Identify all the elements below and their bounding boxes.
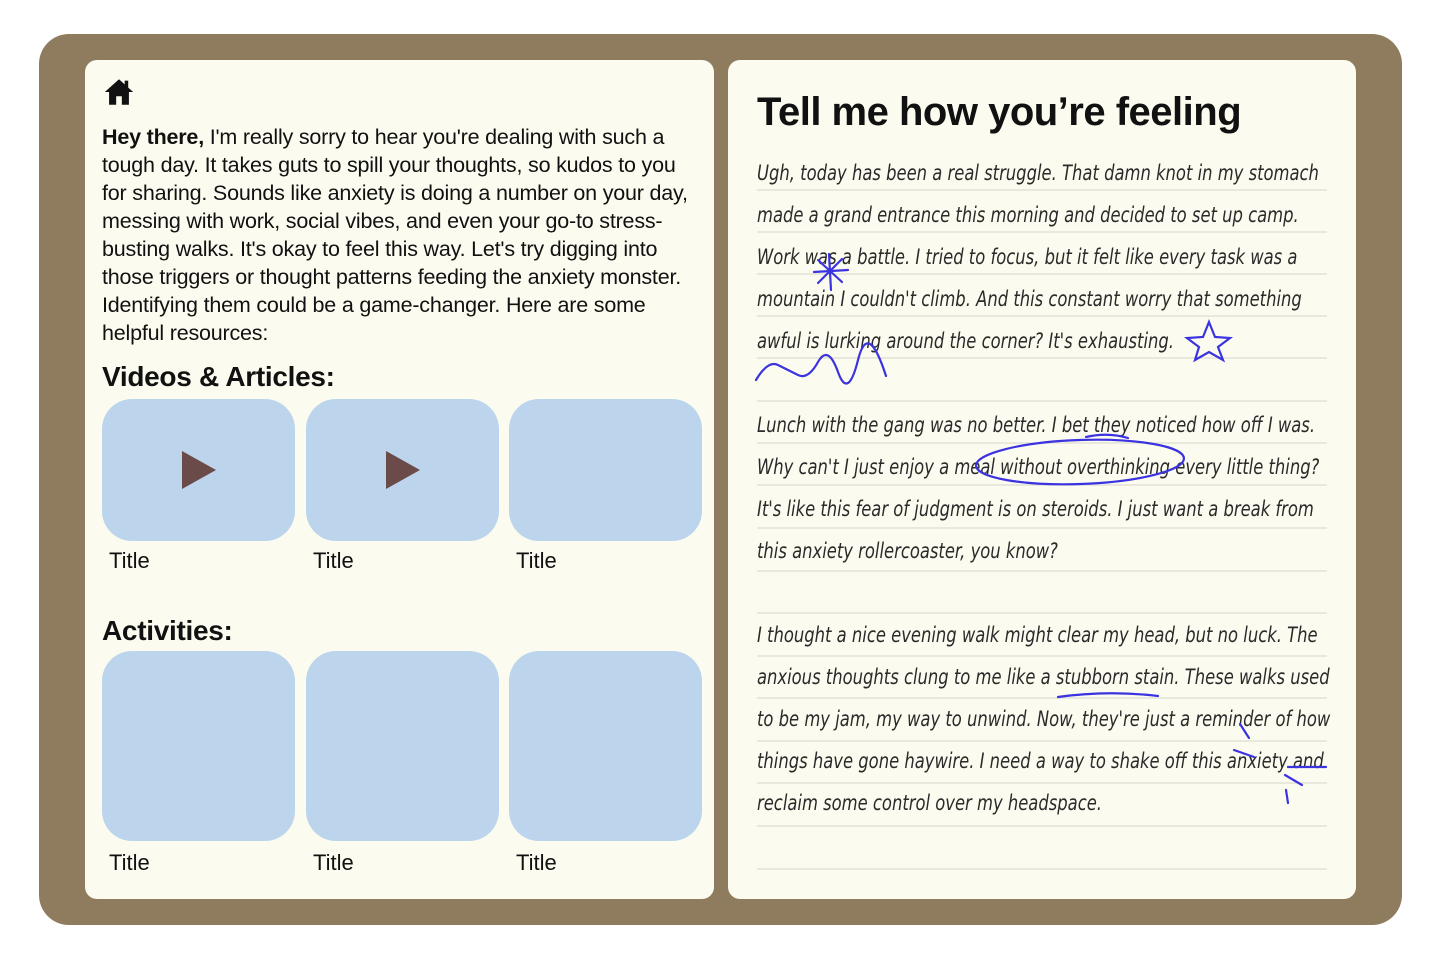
journal-paragraph[interactable]: I thought a nice evening walk might clear my head, but no luck. The anxious thoughts clung to me like a stubborn stain. These walks used to be my jam, my way to unwind. Now, they're just a reminder of how things have gone haywire. I need a way to shake off this anxiety and reclaim some control over my headspace. [757, 623, 1331, 815]
assistant-message [102, 123, 702, 347]
journal-paragraph[interactable]: Lunch with the gang was no better. I bet they noticed how off I was. Why can't I just enjoy a meal without overthinking every little thing? It's like this fear of judgment is on steroids. I just want a break from this anxiety rollercoaster, you know? [757, 413, 1320, 563]
home-icon[interactable] [102, 75, 136, 109]
activity-thumbnail[interactable] [306, 651, 499, 841]
activities-section-title: Activities: [102, 615, 233, 646]
video-title[interactable]: Title [109, 548, 150, 573]
activity-card[interactable] [306, 651, 499, 875]
activity-thumbnail[interactable] [102, 651, 295, 841]
activity-thumbnail[interactable] [509, 651, 702, 841]
activity-card[interactable] [102, 651, 295, 875]
video-thumbnail[interactable] [306, 399, 499, 541]
video-card[interactable] [306, 399, 499, 573]
play-icon[interactable] [386, 451, 420, 489]
message-body: I'm really sorry to hear you're dealing with such a tough day. It takes guts to spill your thoughts, so kudos to you for sharing. Sounds like anxiety is doing a number on your day, messing with work, social vibes, and even your go-to stress-busting walks. It's okay to feel this way. Let's try digging into those triggers or thought patterns feeding the anxiety monster. Identifying them could be a game-changer. Here are some helpful resources: [102, 125, 688, 345]
activity-title[interactable]: Title [313, 850, 354, 875]
video-title[interactable]: Title [313, 548, 354, 573]
videos-section-title: Videos & Articles: [102, 361, 335, 392]
greeting: Hey there, [102, 125, 204, 149]
play-icon[interactable] [182, 451, 216, 489]
journal-paragraph[interactable]: Ugh, today has been a real struggle. That damn knot in my stomach made a grand entrance this morning and decided to set up camp. Work was a battle. I tried to focus, but it felt like every task was a mountain I couldn't climb. And this constant worry that something awful is lurking around the corner? It's exhausting. [757, 161, 1319, 353]
article-thumbnail[interactable] [509, 399, 702, 541]
article-title[interactable]: Title [516, 548, 557, 573]
resources-panel [85, 60, 714, 899]
journal-title: Tell me how you’re feeling [757, 90, 1242, 134]
activity-title[interactable]: Title [109, 850, 150, 875]
activity-title[interactable]: Title [516, 850, 557, 875]
video-thumbnail[interactable] [102, 399, 295, 541]
journal-panel [728, 60, 1356, 899]
article-card[interactable] [509, 399, 702, 573]
video-card[interactable] [102, 399, 295, 573]
activity-card[interactable] [509, 651, 702, 875]
